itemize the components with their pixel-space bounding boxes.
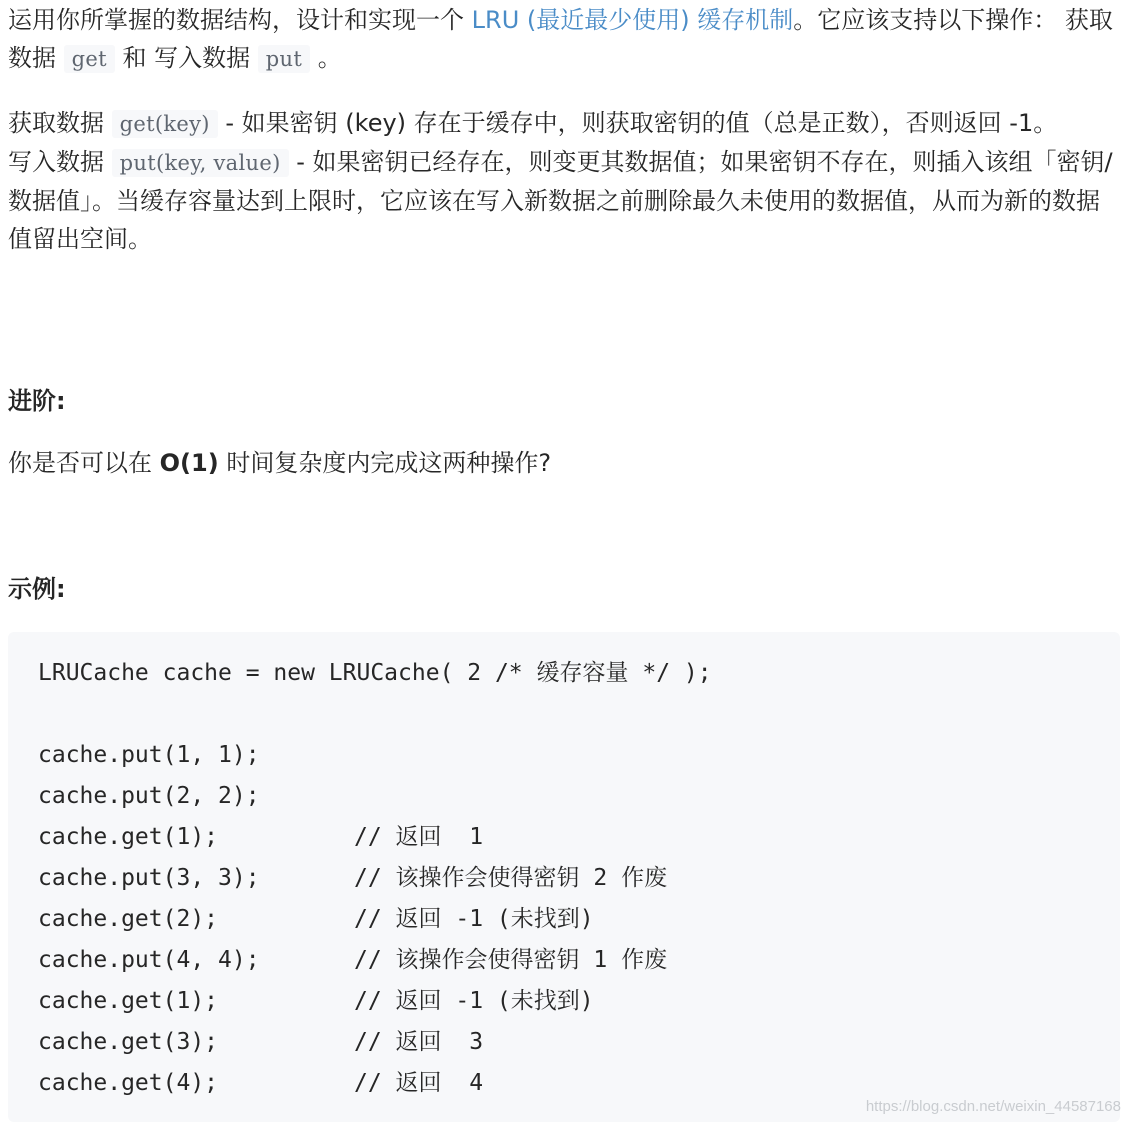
code-comment: // 返回 -1 (未找到) <box>354 988 594 1014</box>
get-text: - 如果密钥 (key) 存在于缓存中，则获取密钥的值（总是正数），否则返回 -1。 <box>217 109 1058 137</box>
code-line <box>38 904 594 934</box>
code-text: cache.put(1, 1); <box>38 742 260 768</box>
code-line <box>38 658 712 688</box>
advanced-prefix: 你是否可以在 <box>8 449 160 477</box>
code-text: cache.put(2, 2); <box>38 783 260 809</box>
put-description <box>8 143 1120 258</box>
code-line <box>38 863 668 893</box>
advanced-paragraph <box>8 444 551 482</box>
intro-text-3: 和 写入数据 <box>114 44 258 72</box>
complexity-bold: O(1) <box>159 449 219 477</box>
inline-code-put-key-value: put(key, value) <box>112 149 289 177</box>
code-text: cache.put(3, 3); <box>38 865 260 891</box>
put-label: 写入数据 <box>8 148 112 176</box>
code-text: cache.get(3); <box>38 1029 219 1055</box>
code-text: cache.get(4); <box>38 1070 219 1096</box>
code-text: cache.get(1); <box>38 988 219 1014</box>
inline-code-get: get <box>64 45 115 73</box>
get-label: 获取数据 <box>8 109 112 137</box>
code-comment: // 返回 1 <box>354 824 484 850</box>
code-comment: // 返回 4 <box>354 1070 484 1096</box>
intro-text-1: 运用你所掌握的数据结构，设计和实现一个 <box>8 6 472 34</box>
inline-code-get-key: get(key) <box>112 110 218 138</box>
code-comment: // 该操作会使得密钥 2 作废 <box>354 865 668 891</box>
lru-link[interactable]: LRU (最近最少使用) 缓存机制 <box>471 6 794 34</box>
code-comment: // 返回 3 <box>354 1029 484 1055</box>
intro-text-2: 。它应该支持以下操作： 获取数据 <box>8 6 1113 72</box>
intro-text-4: 。 <box>310 44 342 72</box>
advanced-suffix: 时间复杂度内完成这两种操作? <box>218 449 552 477</box>
code-line <box>38 945 668 975</box>
get-description <box>8 104 1120 143</box>
code-text: LRUCache cache = new LRUCache( 2 /* 缓存容量 */ ); <box>38 660 712 686</box>
code-line <box>38 781 260 811</box>
code-line <box>38 740 260 770</box>
code-line <box>38 822 484 852</box>
code-line <box>38 1068 484 1098</box>
problem-description <box>8 0 1120 1096</box>
code-line <box>38 1027 484 1057</box>
code-comment: // 返回 -1 (未找到) <box>354 906 594 932</box>
code-comment: // 该操作会使得密钥 1 作废 <box>354 947 668 973</box>
code-line <box>38 986 594 1016</box>
intro-paragraph <box>8 0 1120 78</box>
put-text: - 如果密钥已经存在，则变更其数据值；如果密钥不存在，则插入该组「密钥/数据值」。当缓存容量达到上限时，它应该在写入新数据之前删除最久未使用的数据值，从而为新的数据值留出空间。 <box>8 148 1113 253</box>
inline-code-put: put <box>258 45 310 73</box>
code-text: cache.get(1); <box>38 824 219 850</box>
code-text: cache.get(2); <box>38 906 219 932</box>
code-text: cache.put(4, 4); <box>38 947 260 973</box>
watermark: https://blog.csdn.net/weixin_44587168 <box>865 1098 1121 1115</box>
advanced-heading: 进阶: <box>8 387 66 415</box>
example-code-block <box>8 632 1120 1122</box>
example-heading: 示例: <box>8 575 66 603</box>
